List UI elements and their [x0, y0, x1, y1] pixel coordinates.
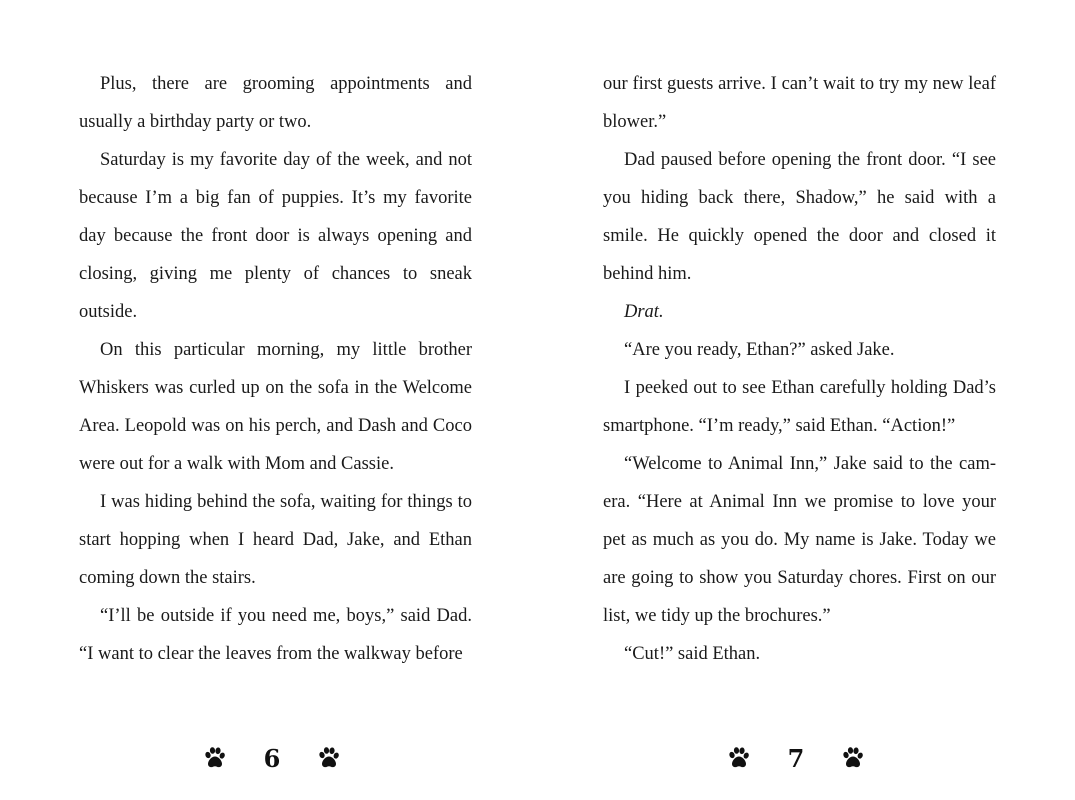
paragraph: On this particular morning, my little brother Whiskers was curled up on the sofa in the Welcome Area. Leopold was on his perch, and Dash and Coco were out for a walk with Mom and Cassie. [79, 340, 472, 474]
paw-print-icon [317, 746, 341, 770]
paragraph: I was hiding behind the sofa, waiting for things to start hopping when I heard Dad, Jake, and Ethan coming down the stairs. [79, 492, 472, 588]
paw-print-icon [203, 746, 227, 770]
right-page [603, 65, 996, 673]
paw-print-icon [727, 746, 751, 770]
page-footer-right [727, 740, 865, 776]
paragraph: Saturday is my favorite day of the week, and not because I’m a big fan of puppies. It’s my favorite day because the front door is always opening and closing, giving me plenty of chances to sneak outside. [79, 150, 472, 322]
paragraph-lead: Plus, there are grooming appointments and [100, 74, 472, 94]
paragraph [79, 65, 472, 141]
paragraph: I peeked out to see Ethan carefully holding Dad’s smartphone. “I’m ready,” said Ethan. “Action!” [603, 378, 996, 436]
page-number: 7 [787, 743, 805, 773]
paragraph: our first guests arrive. I can’t wait to try my new leaf blower.” [603, 74, 996, 132]
page-number: 6 [263, 743, 281, 773]
paragraph-text: usually a birthday party or two. [79, 112, 312, 132]
paragraph: “Are you ready, Ethan?” asked Jake. [624, 340, 895, 360]
paw-print-icon [841, 746, 865, 770]
paragraph: Dad paused before opening the front door. “I see you hiding back there, Shadow,” he said with a smile. He quickly opened the door and closed it behind him. [603, 150, 996, 284]
paragraph: “I’ll be outside if you need me, boys,” said Dad. “I want to clear the leaves from the walkway before [79, 606, 472, 664]
paragraph-italic: Drat. [624, 302, 664, 322]
left-page [79, 65, 472, 673]
paragraph: “Cut!” said Ethan. [624, 644, 761, 664]
paragraph: “Welcome to Animal Inn,” Jake said to the camera. “Here at Animal Inn we promise to love your pet as much as you do. My name is Jake. Today we are going to show you Saturday chores. First on our list, we tidy up the brochures.” [603, 454, 996, 626]
page-footer-left [203, 740, 341, 776]
